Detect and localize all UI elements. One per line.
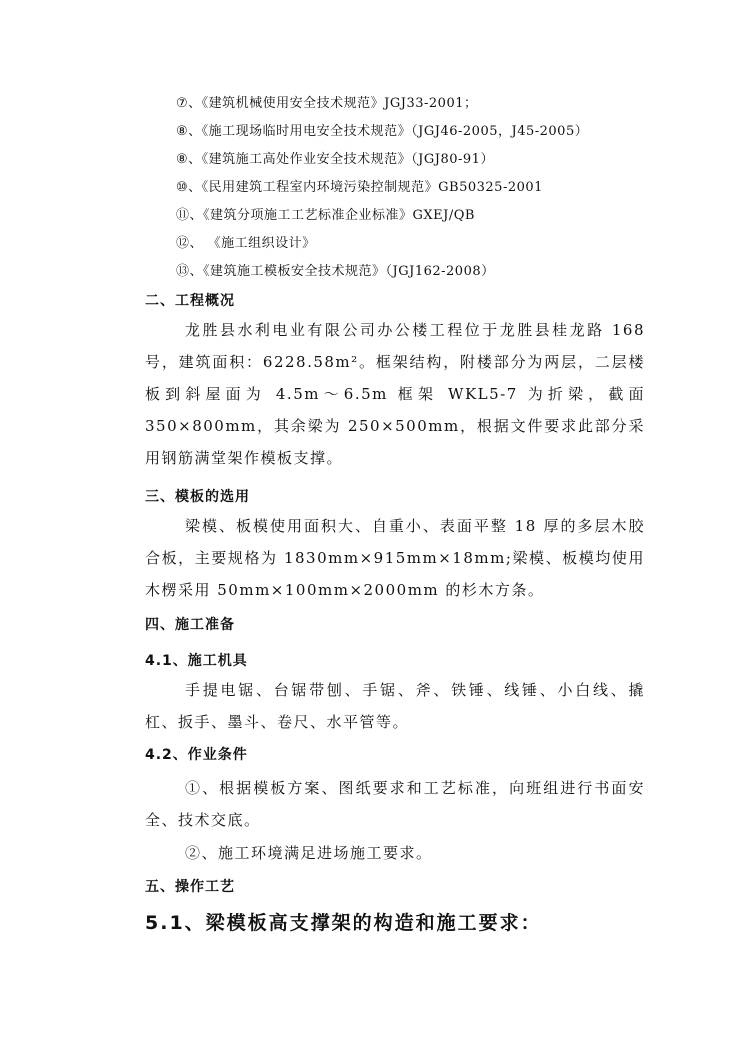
condition-text: 、施工环境满足进场施工要求。 xyxy=(201,844,433,862)
condition-item-2 xyxy=(185,842,433,863)
condition-number: ② xyxy=(185,844,202,862)
reference-number: ⑦ xyxy=(176,96,189,111)
reference-item-8a xyxy=(176,120,588,139)
reference-item-10 xyxy=(176,176,543,195)
reference-text: 、《施工现场临时用电安全技术规范》（JGJ46-2005，J45-2005） xyxy=(188,124,589,139)
section-heading-formwork-selection: 三、模板的选用 xyxy=(145,489,250,505)
formwork-selection-paragraph: 梁模、板模使用面积大、自重小、表面平整 18 厚的多层木胶合板，主要规格为 1830mm×915mm×18mm;梁模、板模均使用木楞采用 50mm×100mm×2000mm 的杉木方条。 xyxy=(145,517,645,599)
reference-number: ⑩ xyxy=(176,180,189,195)
section-heading-operation: 五、操作工艺 xyxy=(145,879,235,895)
condition-text: 、根据模板方案、图纸要求和工艺标准，向班组进行书面安全、技术交底。 xyxy=(145,779,645,829)
reference-text: 、《建筑施工模板安全技术规范》（JGJ162-2008） xyxy=(189,264,495,279)
reference-text: 、《建筑施工高处作业安全技术规范》（JGJ80-91） xyxy=(188,152,494,167)
reference-number: ⑧ xyxy=(176,152,189,167)
reference-text: 、《建筑机械使用安全技术规范》JGJ33-2001； xyxy=(188,96,478,111)
reference-item-8b xyxy=(176,148,494,167)
reference-item-7 xyxy=(176,92,477,111)
reference-text: 、《民用建筑工程室内环境污染控制规范》GB50325-2001 xyxy=(188,180,543,195)
subsection-heading-beam-support: 5.1、梁模板高支撑架的构造和施工要求： xyxy=(145,912,542,934)
reference-number: ⑫ xyxy=(176,236,190,251)
condition-item-1 xyxy=(145,772,645,836)
project-overview-paragraph: 龙胜县水利电业有限公司办公楼工程位于龙胜县桂龙路 168 号，建筑面积：6228.58m²。框架结构，附楼部分为两层，二层楼板到斜屋面为 4.5m～6.5m 框架 WKL5-7 为折梁，截面 350×800mm，其余梁为 250×500mm，根据文件要求此部分采用钢筋满堂架作模板支撑。 xyxy=(145,321,645,467)
reference-item-13 xyxy=(176,260,495,279)
reference-item-12 xyxy=(176,232,316,251)
reference-text: 、 《施工组织设计》 xyxy=(189,236,316,251)
reference-item-11 xyxy=(176,204,475,223)
tools-paragraph: 手提电锯、台锯带刨、手锯、斧、铁锤、线锤、小白线、撬杠、扳手、墨斗、卷尺、水平管等。 xyxy=(145,681,645,731)
section-heading-project-overview: 二、工程概况 xyxy=(145,293,235,309)
reference-number: ⑬ xyxy=(176,264,190,279)
condition-number: ① xyxy=(185,779,203,797)
reference-number: ⑧ xyxy=(176,124,189,139)
reference-number: ⑪ xyxy=(176,208,190,223)
section-heading-preparation: 四、施工准备 xyxy=(145,617,235,633)
subsection-heading-conditions: 4.2、作业条件 xyxy=(145,747,248,763)
subsection-heading-tools: 4.1、施工机具 xyxy=(145,653,248,669)
reference-text: 、《建筑分项施工工艺标准企业标准》GXEJ/QB xyxy=(189,208,475,223)
